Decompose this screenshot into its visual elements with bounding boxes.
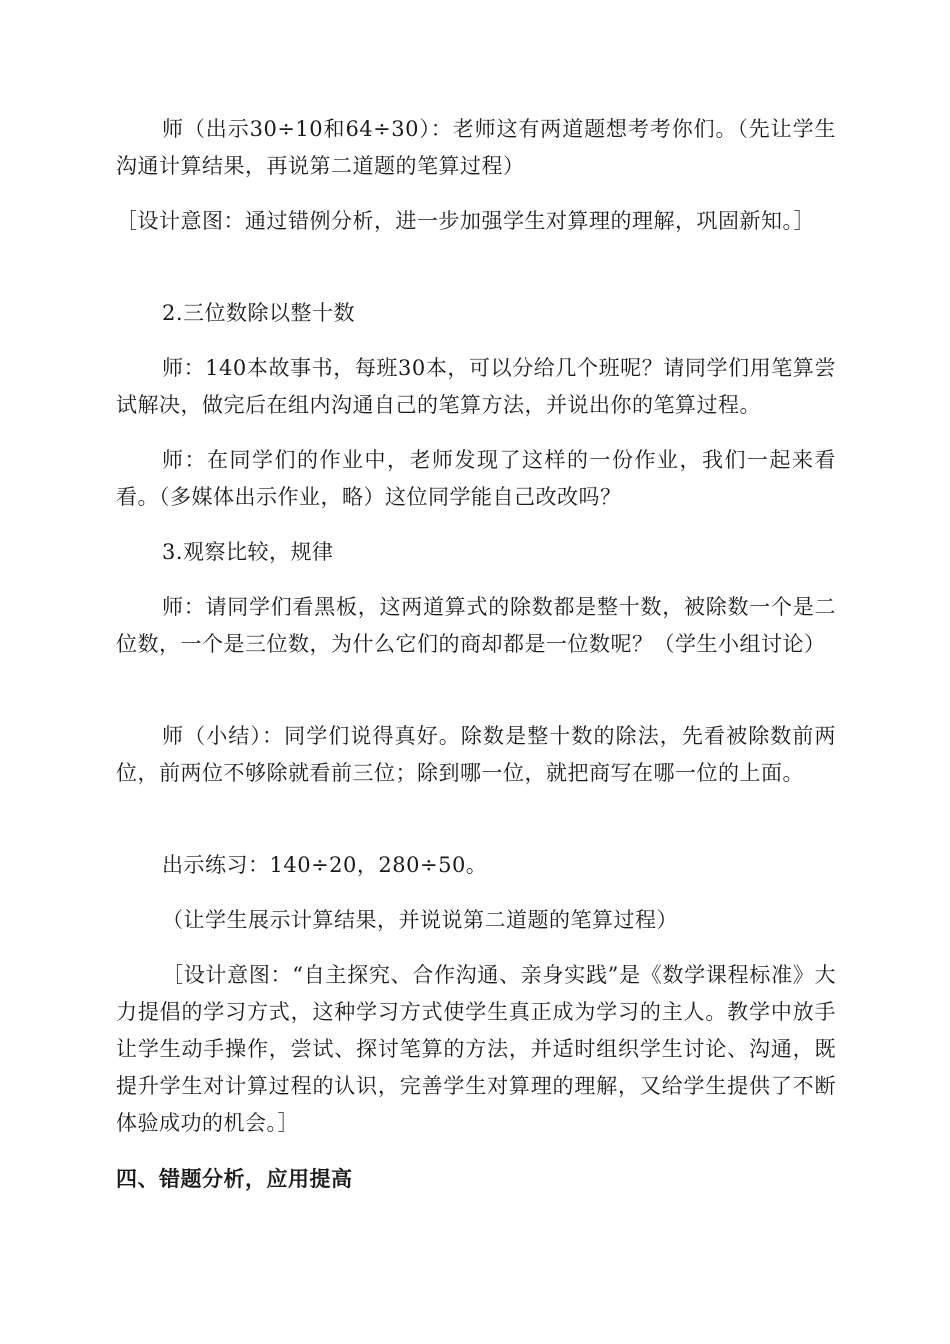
paragraph-teacher-two-problems: 师（出示30÷10和64÷30）：老师这有两道题想考考你们。（先让学生沟通计算结果，再说第二道题的笔算过程） [116, 117, 836, 178]
paragraph-blackboard-question: 师：请同学们看黑板，这两道算式的除数都是整十数，被除数一个是二位数，一个是三位数，为什么它们的商却都是一位数呢？（学生小组讨论） [116, 595, 836, 656]
paragraph-design-intent-1: ［设计意图：通过错例分析，进一步加强学生对算理的理解，巩固新知。］ [116, 209, 815, 233]
section-heading: 四、错题分析，应用提高 [116, 1166, 353, 1191]
paragraph-summary: 师（小结）：同学们说得真好。除数是整十数的除法，先看被除数前两位，前两位不够除就看前三位；除到哪一位，就把商写在哪一位的上面。 [116, 724, 836, 785]
paragraph-design-intent-2: ［设计意图：“自主探究、合作沟通、亲身实践”是《数学课程标准》大力提倡的学习方式，这种学习方式使学生真正成为学习的主人。教学中放手让学生动手操作，尝试、探讨笔算的方法，并适时组织学生讨论、沟通，既提升学生对计算过程的认识，完善学生对算理的理解，又给学生提供了不断体验成功的机会。］ [116, 963, 836, 1135]
subheading-observe-compare: 3.观察比较，规律 [162, 540, 334, 564]
paragraph-homework-review: 师：在同学们的作业中，老师发现了这样的一份作业，我们一起来看看。（多媒体出示作业，略）这位同学能自己改改吗？ [116, 448, 836, 509]
paragraph-storybooks-problem: 师：140本故事书，每班30本，可以分给几个班呢？请同学们用笔算尝试解决，做完后在组内沟通自己的笔算方法，并说出你的笔算过程。 [116, 356, 836, 417]
paragraph-show-results: （让学生展示计算结果，并说说第二道题的笔算过程） [162, 908, 678, 932]
paragraph-practice: 出示练习：140÷20，280÷50。 [162, 853, 488, 877]
subheading-three-digit-division: 2.三位数除以整十数 [162, 301, 356, 325]
